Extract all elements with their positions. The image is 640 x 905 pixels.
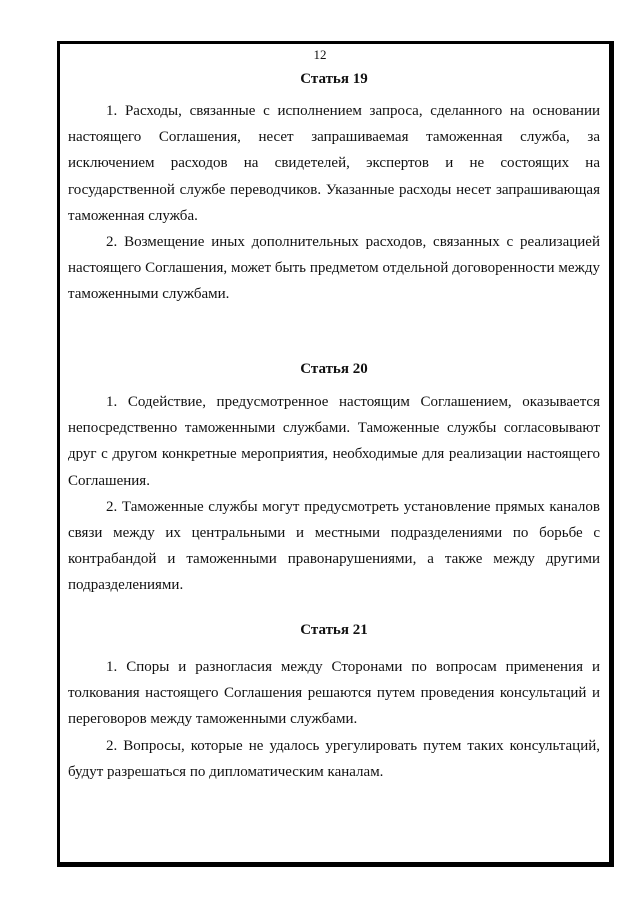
article-paragraph: 1. Споры и разногласия между Сторонами по вопросам применения и толкования настоящего Соглашения решаются путем проведения консультаций и переговоров между таможенными службами. xyxy=(68,659,600,728)
article-title: Статья 19 xyxy=(300,71,368,87)
article-19 xyxy=(68,70,600,308)
article-paragraphs xyxy=(68,389,600,599)
article-21 xyxy=(68,621,600,785)
article-title: Статья 21 xyxy=(300,622,368,638)
page-number: 12 xyxy=(313,47,327,62)
article-title: Статья 20 xyxy=(300,361,368,377)
article-paragraph: 2. Вопросы, которые не удалось урегулировать путем таких консультаций, будут разрешаться по дипломатическим каналам. xyxy=(68,737,600,780)
article-20 xyxy=(68,360,600,599)
article-paragraphs xyxy=(68,98,600,308)
article-paragraph: 2. Таможенные службы могут предусмотреть установление прямых каналов связи между их центральными и местными подразделениями по борьбе с контрабандой и таможенными правонарушениями, а также между другими подразделениями. xyxy=(68,498,600,594)
article-paragraph: 1. Расходы, связанные с исполнением запроса, сделанного на основании настоящего Соглашения, несет запрашиваемая таможенная служба, за исключением расходов на свидетелей, экспертов и не состоящих на государственной службе переводчиков. Указанные расходы несет запрашивающая таможенная служба. xyxy=(68,103,600,224)
article-paragraphs xyxy=(68,654,600,785)
article-paragraph: 2. Возмещение иных дополнительных расходов, связанных с реализацией настоящего Соглашения, может быть предметом отдельной договоренности между таможенными службами. xyxy=(68,234,600,303)
article-paragraph: 1. Содействие, предусмотренное настоящим Соглашением, оказывается непосредственно таможенными службами. Таможенные службы согласовывают друг с другом конкретные мероприятия, необходимые для реализации настоящего Соглашения. xyxy=(68,394,600,489)
